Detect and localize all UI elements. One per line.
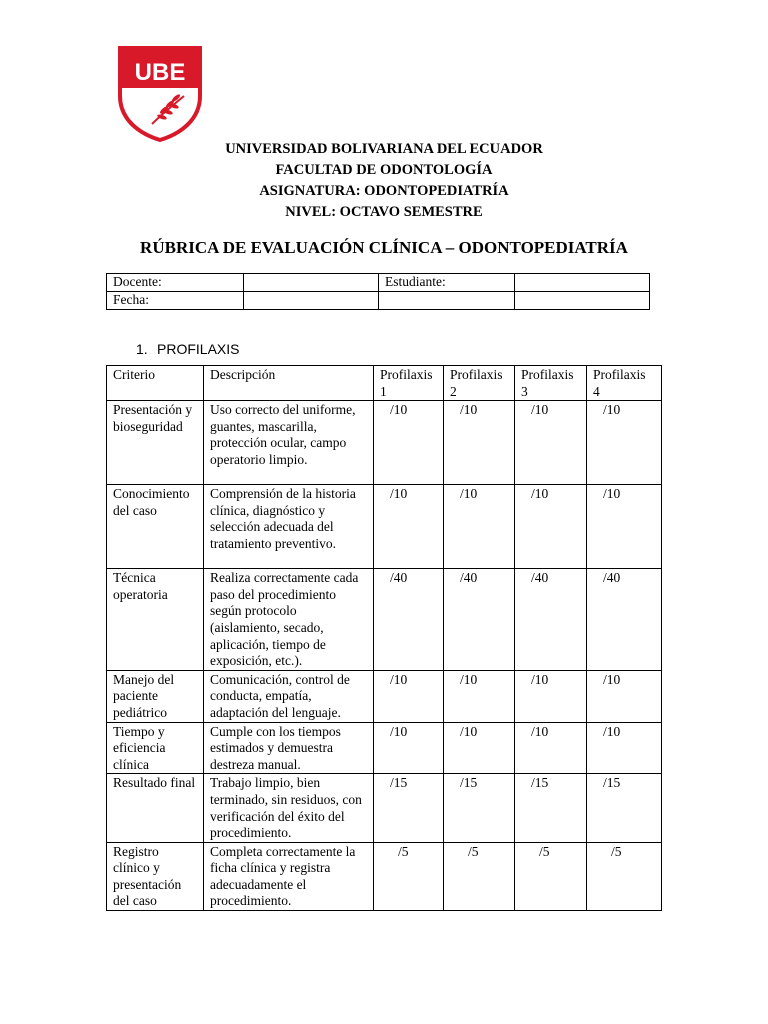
logo-text: UBE [134,59,186,86]
score-cell[interactable]: /15 [374,774,444,842]
score-cell[interactable]: /10 [444,722,515,774]
ube-logo [116,44,204,142]
score-cell[interactable]: /10 [444,485,515,569]
score-cell[interactable]: /10 [444,401,515,485]
descripcion-cell: Uso correcto del uniforme, guantes, mascarilla, protección ocular, campo operatorio limpio. [204,401,374,485]
score-cell[interactable]: /40 [515,569,587,671]
score-cell[interactable]: /15 [444,774,515,842]
table-header-row [107,366,662,401]
subject-name: ASIGNATURA: ODONTOPEDIATRÍA [259,183,509,199]
header-profilaxis-4: Profilaxis 4 [587,366,662,401]
header-profilaxis-2: Profilaxis 2 [444,366,515,401]
score-cell[interactable]: /10 [587,670,662,722]
table-row [107,842,662,910]
score-cell[interactable]: /10 [374,485,444,569]
header-profilaxis-3: Profilaxis 3 [515,366,587,401]
header-criterio: Criterio [107,366,204,401]
score-cell[interactable]: /10 [374,670,444,722]
score-cell[interactable]: /15 [587,774,662,842]
descripcion-cell: Comprensión de la historia clínica, diagnóstico y selección adecuada del tratamiento preventivo. [204,485,374,569]
score-cell[interactable]: /40 [374,569,444,671]
descripcion-cell: Cumple con los tiempos estimados y demuestra destreza manual. [204,722,374,774]
score-cell[interactable]: /10 [444,670,515,722]
section-heading [136,341,239,357]
info-table [106,273,650,310]
descripcion-cell: Trabajo limpio, bien terminado, sin residuos, con verificación del éxito del procedimiento. [204,774,374,842]
rubric-table [106,365,662,911]
score-cell[interactable]: /10 [374,722,444,774]
score-cell[interactable]: /10 [587,722,662,774]
level-name: NIVEL: OCTAVO SEMESTRE [285,204,483,220]
table-row [107,774,662,842]
score-cell[interactable]: /40 [587,569,662,671]
section-name: PROFILAXIS [157,341,240,357]
info-empty-cell[interactable] [379,292,515,310]
score-cell[interactable]: /10 [515,722,587,774]
estudiante-label: Estudiante: [379,274,515,292]
descripcion-cell: Realiza correctamente cada paso del procedimiento según protocolo (aislamiento, secado, aplicación, tiempo de exposición, etc.). [204,569,374,671]
fecha-value[interactable] [244,292,379,310]
criterio-cell: Técnica operatoria [107,569,204,671]
criterio-cell: Manejo del paciente pediátrico [107,670,204,722]
criterio-cell: Registro clínico y presentación del caso [107,842,204,910]
descripcion-cell: Completa correctamente la ficha clínica y registra adecuadamente el procedimiento. [204,842,374,910]
header-descripcion: Descripción [204,366,374,401]
score-cell[interactable]: /5 [587,842,662,910]
document-title: RÚBRICA DE EVALUACIÓN CLÍNICA – ODONTOPEDIATRÍA [140,238,628,257]
table-row [107,485,662,569]
table-row [107,670,662,722]
score-cell[interactable]: /5 [374,842,444,910]
docente-value[interactable] [244,274,379,292]
criterio-cell: Tiempo y eficiencia clínica [107,722,204,774]
score-cell[interactable]: /5 [515,842,587,910]
estudiante-value[interactable] [515,274,650,292]
score-cell[interactable]: /10 [515,670,587,722]
university-name: UNIVERSIDAD BOLIVARIANA DEL ECUADOR [225,141,543,157]
section-number: 1. [136,341,148,357]
info-empty-cell[interactable] [515,292,650,310]
table-row [107,722,662,774]
fecha-label: Fecha: [107,292,244,310]
criterio-cell: Presentación y bioseguridad [107,401,204,485]
score-cell[interactable]: /10 [374,401,444,485]
score-cell[interactable]: /5 [444,842,515,910]
score-cell[interactable]: /40 [444,569,515,671]
criterio-cell: Conocimiento del caso [107,485,204,569]
criterio-cell: Resultado final [107,774,204,842]
header-profilaxis-1: Profilaxis 1 [374,366,444,401]
descripcion-cell: Comunicación, control de conducta, empatía, adaptación del lenguaje. [204,670,374,722]
score-cell[interactable]: /10 [515,485,587,569]
table-row [107,569,662,671]
docente-label: Docente: [107,274,244,292]
faculty-name: FACULTAD DE ODONTOLOGÍA [275,162,493,178]
table-row [107,401,662,485]
score-cell[interactable]: /10 [587,485,662,569]
score-cell[interactable]: /15 [515,774,587,842]
score-cell[interactable]: /10 [515,401,587,485]
score-cell[interactable]: /10 [587,401,662,485]
